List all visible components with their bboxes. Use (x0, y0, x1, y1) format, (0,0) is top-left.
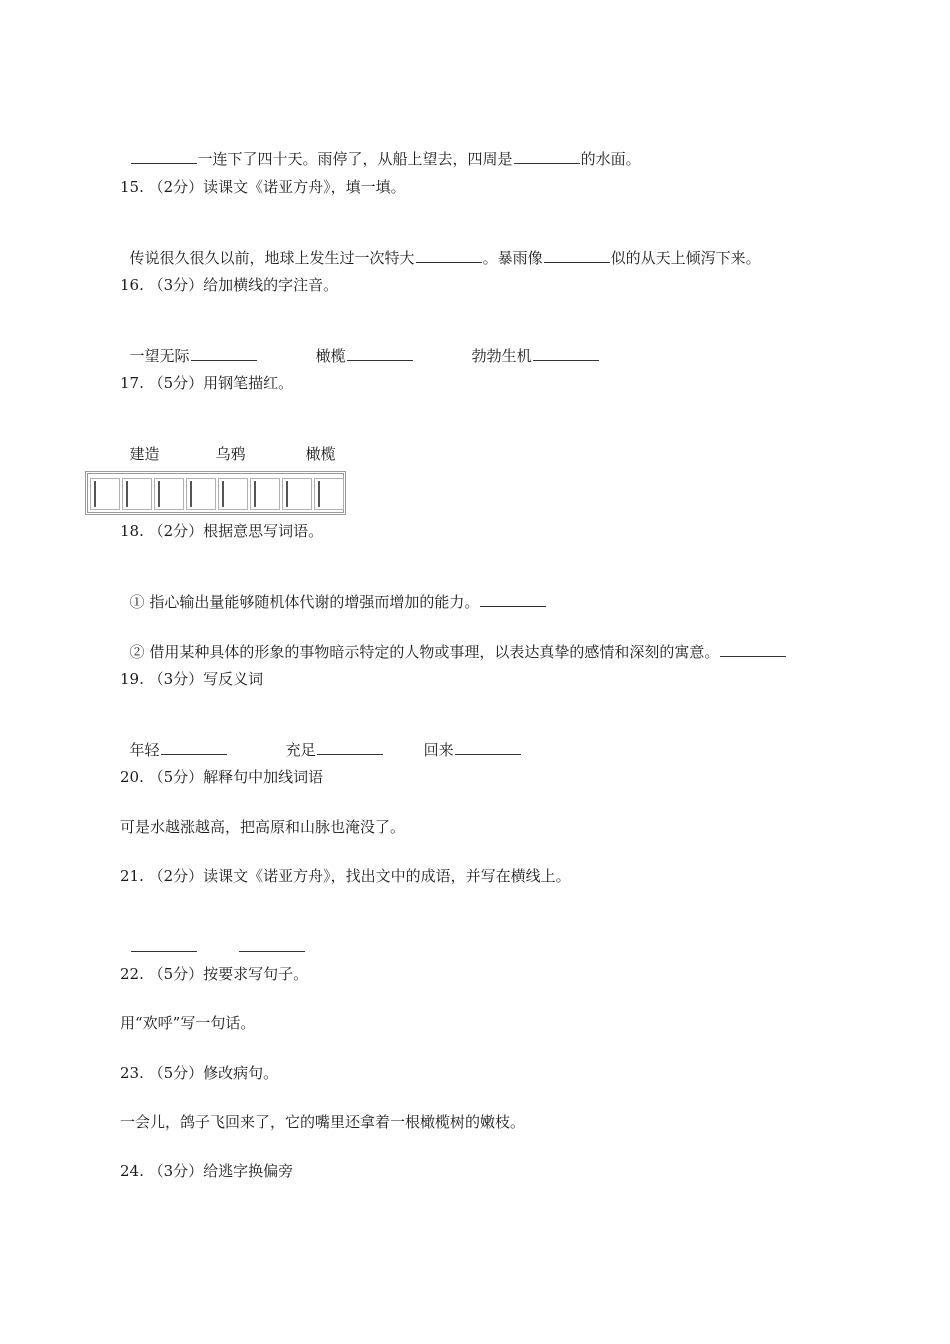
answer-blank[interactable] (416, 247, 482, 263)
text-segment: 一连下了四十天。雨停了，从船上望去，四周是 (197, 150, 513, 168)
answer-blank[interactable] (317, 739, 383, 755)
grid-cell[interactable] (186, 478, 216, 510)
text-segment: ② 借用某种具体的形象的事物暗示特定的人物或事理，以表达真挚的感情和深刻的寓意。 (129, 643, 720, 661)
question-18: 18. （2分）根据意思写词语。 (120, 522, 324, 540)
question-21-blanks (120, 914, 306, 958)
question-19: 19. （3分）写反义词 (120, 670, 264, 688)
answer-blank[interactable] (544, 247, 610, 263)
line-rain-water (120, 126, 641, 170)
word: 橄榄 (305, 445, 336, 463)
grid-cell[interactable] (90, 478, 120, 510)
word: 一望无际 (129, 347, 190, 365)
question-19-words (120, 717, 522, 761)
grid-cell[interactable] (154, 478, 184, 510)
grid-cell[interactable] (282, 478, 312, 510)
text-segment: 似的从天上倾泻下来。 (610, 249, 761, 267)
tracing-grid[interactable] (85, 471, 346, 515)
answer-blank[interactable] (239, 936, 305, 952)
grid-cell[interactable] (314, 478, 344, 510)
question-23: 23. （5分）修改病句。 (120, 1064, 279, 1082)
answer-blank[interactable] (161, 739, 227, 755)
answer-blank[interactable] (455, 739, 521, 755)
question-22-text: 用“欢呼”写一句话。 (120, 1014, 256, 1032)
answer-blank[interactable] (191, 345, 257, 361)
answer-blank[interactable] (720, 641, 786, 657)
word: 乌鸦 (215, 445, 246, 463)
question-18-item-2 (120, 619, 787, 663)
text-segment: 的水面。 (580, 150, 641, 168)
question-24: 24. （3分）给逃字换偏旁 (120, 1162, 294, 1180)
answer-blank[interactable] (533, 345, 599, 361)
word: 充足 (285, 741, 316, 759)
grid-cell[interactable] (218, 478, 248, 510)
word: 勃勃生机 (471, 347, 532, 365)
answer-blank[interactable] (131, 148, 197, 164)
question-17: 17. （5分）用钢笔描红。 (120, 374, 294, 392)
word: 橄榄 (315, 347, 346, 365)
word: 回来 (423, 741, 454, 759)
text-segment: 传说很久很久以前，地球上发生过一次特大 (129, 249, 415, 267)
question-22: 22. （5分）按要求写句子。 (120, 965, 309, 983)
question-20: 20. （5分）解释句中加线词语 (120, 768, 324, 786)
answer-blank[interactable] (131, 936, 197, 952)
text-segment: ① 指心输出量能够随机体代谢的增强而增加的能力。 (129, 593, 480, 611)
question-15-text (120, 225, 761, 269)
answer-blank[interactable] (480, 591, 546, 607)
question-17-words (120, 421, 336, 465)
word: 建造 (129, 445, 160, 463)
text-segment: 。暴雨像 (482, 249, 543, 267)
question-18-item-1 (120, 569, 547, 613)
grid-cell[interactable] (122, 478, 152, 510)
answer-blank[interactable] (347, 345, 413, 361)
question-15: 15. （2分）读课文《诺亚方舟》，填一填。 (120, 178, 406, 196)
question-16: 16. （3分）给加横线的字注音。 (120, 276, 339, 294)
question-21: 21. （2分）读课文《诺亚方舟》，找出文中的成语，并写在横线上。 (120, 867, 571, 885)
word: 年轻 (129, 741, 160, 759)
question-16-words (120, 323, 600, 367)
question-23-text: 一会儿，鸽子飞回来了，它的嘴里还拿着一根橄榄树的嫩枝。 (120, 1113, 526, 1131)
question-20-text: 可是水越涨越高，把高原和山脉也淹没了。 (120, 818, 406, 836)
grid-cell[interactable] (250, 478, 280, 510)
answer-blank[interactable] (514, 148, 580, 164)
